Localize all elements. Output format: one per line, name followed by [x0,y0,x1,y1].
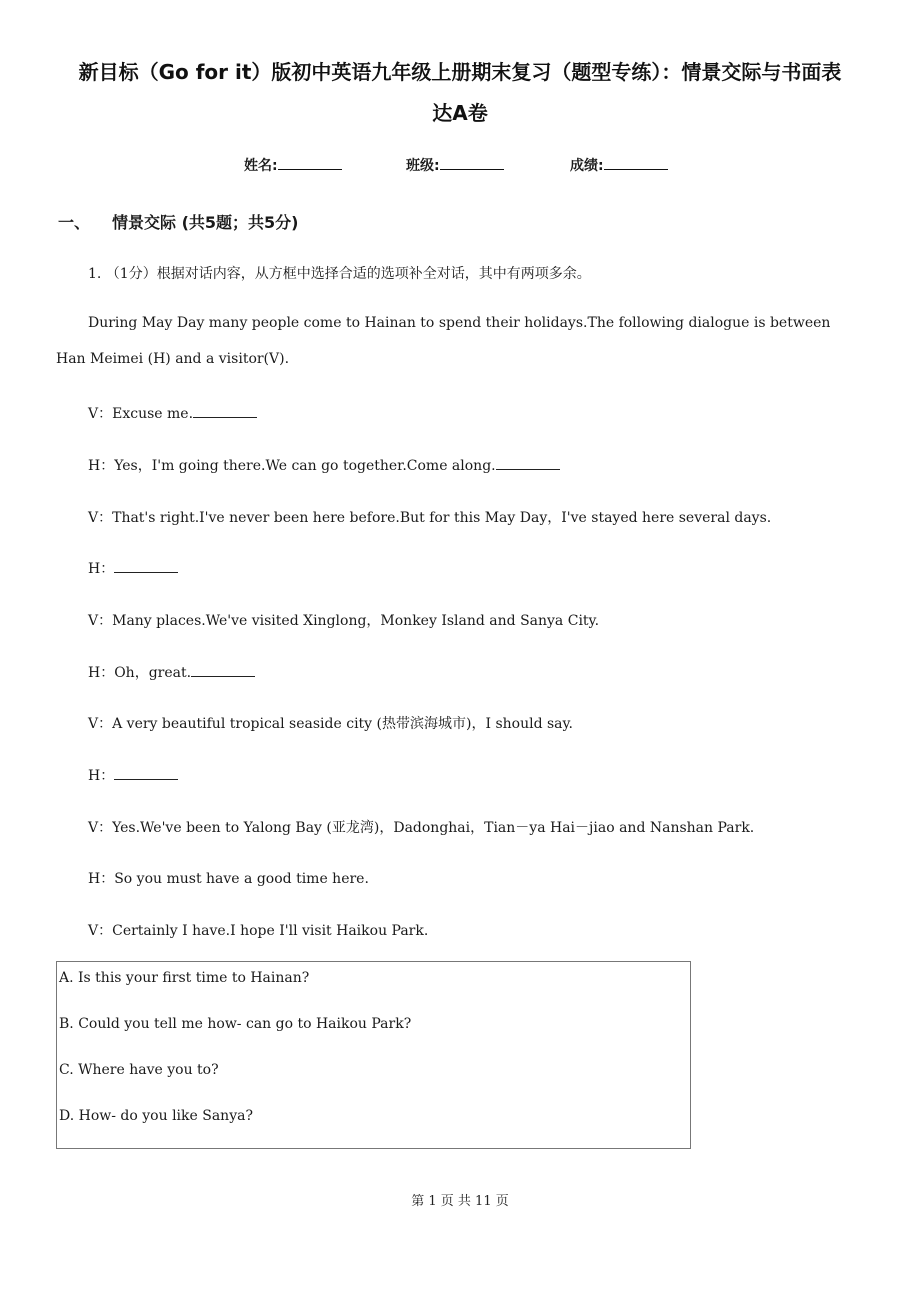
option-a[interactable]: A. Is this your first time to Hainan? [59,970,310,986]
section-title: 情景交际 (共5题；共5分) [112,213,299,232]
dialogue-line [88,558,178,578]
dialogue-line [88,920,428,940]
answer-blank[interactable] [191,664,255,677]
dialogue-line [88,713,573,733]
name-label: 姓名: [244,158,278,174]
dialogue-line [88,610,599,630]
answer-blank[interactable] [496,457,560,470]
score-blank[interactable] [604,155,668,170]
dialogue-text: V：That's right.I've never been here before.But for this May Day，I've stayed here several days. [88,510,772,526]
dialogue-text: V：Yes.We've been to Yalong Bay (亚龙湾)，Dadonghai，Tian－ya Hai－jiao and Nanshan Park. [88,820,755,836]
dialogue-text: V：Excuse me. [88,406,194,422]
option-c[interactable]: C. Where have you to? [59,1062,219,1078]
dialogue-text: V：A very beautiful tropical seaside city (热带滨海城市)，I should say. [88,716,574,732]
score-label: 成绩: [570,158,604,174]
exam-title [40,52,880,134]
dialogue-line [88,403,257,423]
page-footer: 第 1 页 共 11 页 [411,1194,509,1209]
name-field[interactable] [244,155,342,175]
answer-blank[interactable] [193,405,257,418]
dialogue-text: H： [88,768,115,784]
dialogue-line [88,868,369,888]
options-box [56,961,691,1149]
dialogue-line [88,662,255,682]
exam-title-line-2: 达A卷 [432,101,488,125]
dialogue-line [88,765,178,785]
option-b[interactable]: B. Could you tell me how- can go to Haikou Park? [59,1016,412,1032]
class-field[interactable] [406,155,504,175]
class-blank[interactable] [440,155,504,170]
dialogue-text: V：Certainly I have.I hope I'll visit Haikou Park. [88,923,429,939]
dialogue-text: V：Many places.We've visited Xinglong，Monkey Island and Sanya City. [88,613,600,629]
answer-blank[interactable] [114,560,178,573]
student-info-row [0,155,920,179]
dialogue-text: H：Oh，great. [88,665,192,681]
dialogue-text: H： [88,561,115,577]
dialogue-line [88,455,560,475]
section-heading [58,210,298,233]
section-number: 一、 [58,213,91,232]
dialogue-line [88,507,771,527]
option-d[interactable]: D. How- do you like Sanya? [59,1108,253,1124]
score-field[interactable] [570,155,668,175]
question-instruction: 1. （1分）根据对话内容，从方框中选择合适的选项补全对话，其中有两项多余。 [88,266,591,282]
intro-line-2: Han Meimei (H) and a visitor(V). [56,351,290,367]
exam-title-line-1: 新目标（Go for it）版初中英语九年级上册期末复习（题型专练）：情景交际与书面表 [78,60,842,84]
answer-blank[interactable] [114,767,178,780]
class-label: 班级: [406,158,440,174]
name-blank[interactable] [278,155,342,170]
dialogue-line [88,817,754,837]
intro-line-1: During May Day many people come to Hainan to spend their holidays.The following dialogue is between [88,315,831,331]
dialogue-text: H：Yes，I'm going there.We can go together.Come along. [88,458,496,474]
dialogue-text: H：So you must have a good time here. [88,871,369,887]
